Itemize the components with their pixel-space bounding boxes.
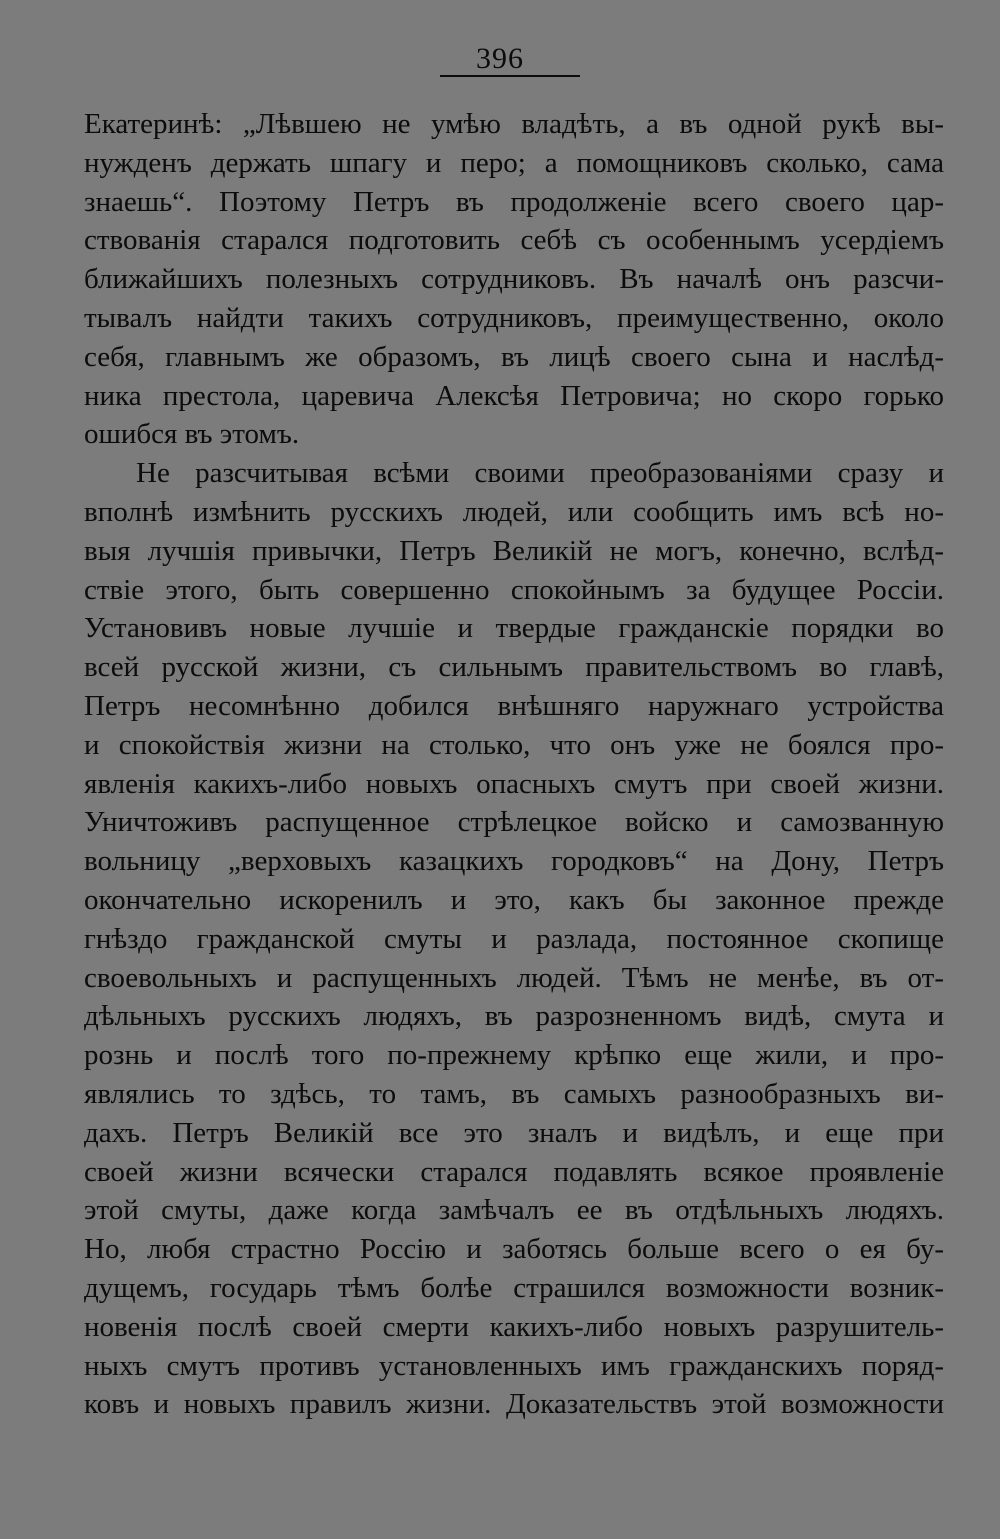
text-line: явленія какихъ-либо новыхъ опасныхъ смутъ при своей жизни. <box>84 767 944 800</box>
text-line: нужденъ держать шпагу и перо; а помощниковъ сколько, сама <box>84 146 944 179</box>
text-line: ствіе этого, быть совершенно спокойнымъ за будущее Россіи. <box>84 573 944 606</box>
text-line: выя лучшія привычки, Петръ Великій не могъ, конечно, вслѣд- <box>84 534 944 567</box>
text-line: рознь и послѣ того по-прежнему крѣпко еще жили, и про- <box>84 1039 944 1072</box>
text-line: Екатеринѣ: „Лѣвшею не умѣю владѣть, а въ одной рукѣ вы- <box>84 108 944 140</box>
text-line: и спокойствія жизни на столько, что онъ уже не боялся про- <box>84 728 944 761</box>
text-line: ошибся въ этомъ. <box>84 418 300 451</box>
text-line: себя, главнымъ же образомъ, въ лицѣ своего сына и наслѣд- <box>84 340 944 373</box>
text-line: ныхъ смутъ противъ установленныхъ имъ гражданскихъ поряд- <box>84 1349 944 1382</box>
text-line: новенія послѣ своей смерти какихъ-либо новыхъ разрушитель- <box>84 1310 944 1343</box>
paragraph <box>84 454 944 1424</box>
header-rule <box>440 75 580 77</box>
text-line: знаешь“. Поэтому Петръ въ продолженіе всего своего цар- <box>84 185 944 218</box>
text-line: являлись то здѣсь, то тамъ, въ самыхъ разнообразныхъ ви- <box>84 1077 944 1110</box>
text-line: вполнѣ измѣнить русскихъ людей, или сообщить имъ всѣ но- <box>84 495 944 528</box>
text-line: своевольныхъ и распущенныхъ людей. Тѣмъ не менѣе, въ от- <box>84 961 944 994</box>
text-line: Установивъ новые лучшіе и твердые гражданскіе порядки во <box>84 612 944 645</box>
paragraph <box>84 105 944 454</box>
text-line: Уничтоживъ распущенное стрѣлецкое войско и самозванную <box>84 806 944 839</box>
text-line: Но, любя страстно Россію и заботясь больше всего о ея бу- <box>84 1233 944 1266</box>
text-line: ближайшихъ полезныхъ сотрудниковъ. Въ началѣ онъ разсчи- <box>84 263 944 296</box>
text-line: Не разсчитывая всѣми своими преобразованіями сразу и <box>136 457 944 490</box>
text-line: вольницу „верховыхъ казацкихъ городковъ“ на Дону, Петръ <box>84 845 944 878</box>
text-line: Петръ несомнѣнно добился внѣшняго наружнаго устройства <box>84 689 944 722</box>
page-number: 396 <box>476 42 524 75</box>
text-line: тывалъ найдти такихъ сотрудниковъ, преимущественно, около <box>84 301 944 334</box>
text-line: этой смуты, даже когда замѣчалъ ее въ отдѣльныхъ людяхъ. <box>84 1194 944 1227</box>
text-line: своей жизни всячески старался подавлять всякое проявленіе <box>84 1155 944 1188</box>
text-line: ника престола, царевича Алексѣя Петровича; но скоро горько <box>84 379 944 412</box>
text-line: ствованія старался подготовить себѣ съ особеннымъ усердіемъ <box>84 224 944 257</box>
text-line: дущемъ, государь тѣмъ болѣе страшился возможности возник- <box>84 1271 944 1304</box>
text-line: дѣльныхъ русскихъ людяхъ, въ разрозненномъ видѣ, смута и <box>84 1000 944 1033</box>
body-text <box>84 105 944 1424</box>
text-line: ковъ и новыхъ правилъ жизни. Доказательствъ этой возможности <box>84 1388 944 1421</box>
text-line: всей русской жизни, съ сильнымъ правительствомъ во главѣ, <box>84 651 944 684</box>
text-line: гнѣздо гражданской смуты и разлада, постоянное скопище <box>84 922 944 955</box>
text-line: окончательно искоренилъ и это, какъ бы законное прежде <box>84 883 944 916</box>
text-line: дахъ. Петръ Великій все это зналъ и видѣлъ, и еще при <box>84 1116 944 1149</box>
